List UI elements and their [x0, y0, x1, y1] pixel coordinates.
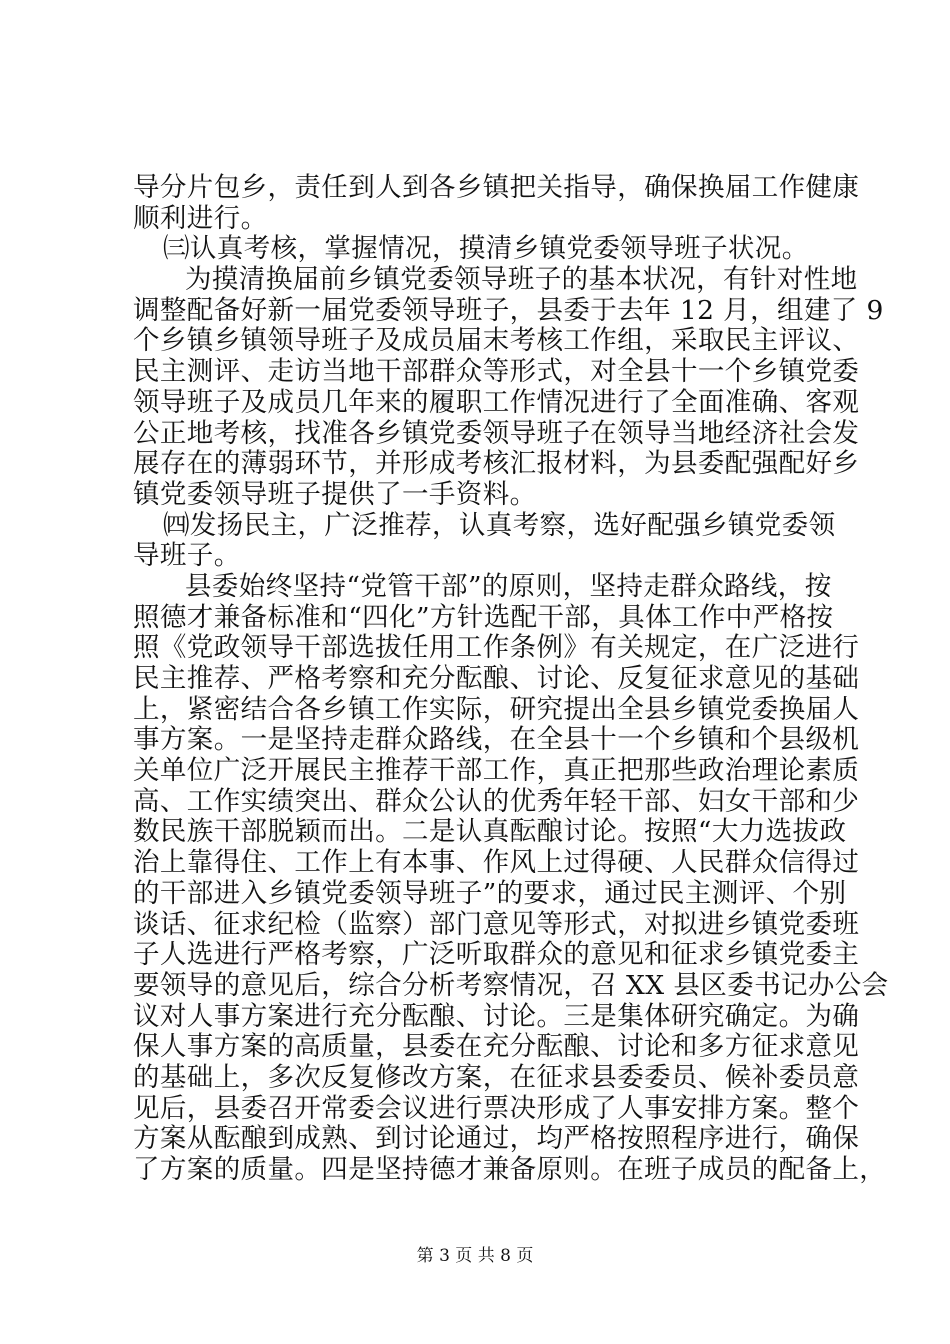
text-line: 事方案。一是坚持走群众路线，在全县十一个乡镇和个县级机 — [133, 724, 860, 756]
text-line: 导班子。 — [133, 540, 241, 572]
text-line: 顺利进行。 — [133, 202, 268, 234]
text-line: 治上靠得住、工作上有本事、作风上过得硬、人民群众信得过 — [133, 847, 860, 879]
text-line: 了方案的质量。四是坚持德才兼备原则。在班子成员的配备上， — [133, 1154, 887, 1186]
text-line: 要领导的意见后，综合分析考察情况，召 XX 县区委书记办公会 — [133, 969, 889, 1001]
section-heading: ㈣发扬民主，广泛推荐，认真考察，选好配强乡镇党委领 — [163, 509, 836, 541]
page-footer: 第 3 页 共 8 页 — [416, 1246, 534, 1266]
text-line: 上，紧密结合各乡镇工作实际，研究提出全县乡镇党委换届人 — [133, 693, 860, 725]
text-line: 见后，县委召开常委会议进行票决形成了人事安排方案。整个 — [133, 1092, 860, 1124]
text-line: 方案从酝酿到成熟、到讨论通过，均严格按照程序进行，确保 — [133, 1123, 860, 1155]
text-line: 子人选进行严格考察，广泛听取群众的意见和征求乡镇党委主 — [133, 939, 860, 971]
text-line: 的干部进入乡镇党委领导班子”的要求，通过民主测评、个别 — [133, 877, 847, 909]
text-line: 领导班子及成员几年来的履职工作情况进行了全面准确、客观 — [133, 386, 860, 418]
text-line: 调整配备好新一届党委领导班子，县委于去年 12 月，组建了 9 — [133, 294, 884, 326]
text-line: 为摸清换届前乡镇党委领导班子的基本状况，有针对性地 — [185, 264, 858, 296]
text-line: 民主测评、走访当地干部群众等形式，对全县十一个乡镇党委 — [133, 356, 860, 388]
text-line: 议对人事方案进行充分酝酿、讨论。三是集体研究确定。为确 — [133, 1000, 860, 1032]
text-line: 民主推荐、严格考察和充分酝酿、讨论、反复征求意见的基础 — [133, 663, 860, 695]
text-line: 导分片包乡，责任到人到各乡镇把关指导，确保换届工作健康 — [133, 172, 860, 203]
text-line: 保人事方案的高质量，县委在充分酝酿、讨论和多方征求意见 — [133, 1031, 860, 1063]
text-line: 高、工作实绩突出、群众公认的优秀年轻干部、妇女干部和少 — [133, 785, 860, 817]
text-line: 照德才兼备标准和“四化”方针选配干部，具体工作中严格按 — [133, 601, 834, 633]
text-line: 公正地考核，找准各乡镇党委领导班子在领导当地经济社会发 — [133, 417, 860, 449]
text-line: 镇党委领导班子提供了一手资料。 — [133, 478, 537, 510]
text-line: 个乡镇乡镇领导班子及成员届末考核工作组，采取民主评议、 — [133, 325, 860, 357]
text-line: 展存在的薄弱环节，并形成考核汇报材料，为县委配强配好乡 — [133, 448, 860, 480]
text-line: 谈话、征求纪检（监察）部门意见等形式，对拟进乡镇党委班 — [133, 908, 860, 940]
text-line: 县委始终坚持“党管干部”的原则，坚持走群众路线，按 — [185, 570, 832, 602]
text-line: 数民族干部脱颖而出。二是认真酝酿讨论。按照“大力选拔政 — [133, 816, 847, 848]
text-line: 照《党政领导干部选拔任用工作条例》有关规定，在广泛进行 — [133, 632, 860, 664]
text-line: 的基础上，多次反复修改方案，在征求县委委员、候补委员意 — [133, 1062, 860, 1093]
text-line: 关单位广泛开展民主推荐干部工作，真正把那些政治理论素质 — [133, 755, 860, 787]
section-heading: ㈢认真考核，掌握情况，摸清乡镇党委领导班子状况。 — [163, 233, 809, 265]
